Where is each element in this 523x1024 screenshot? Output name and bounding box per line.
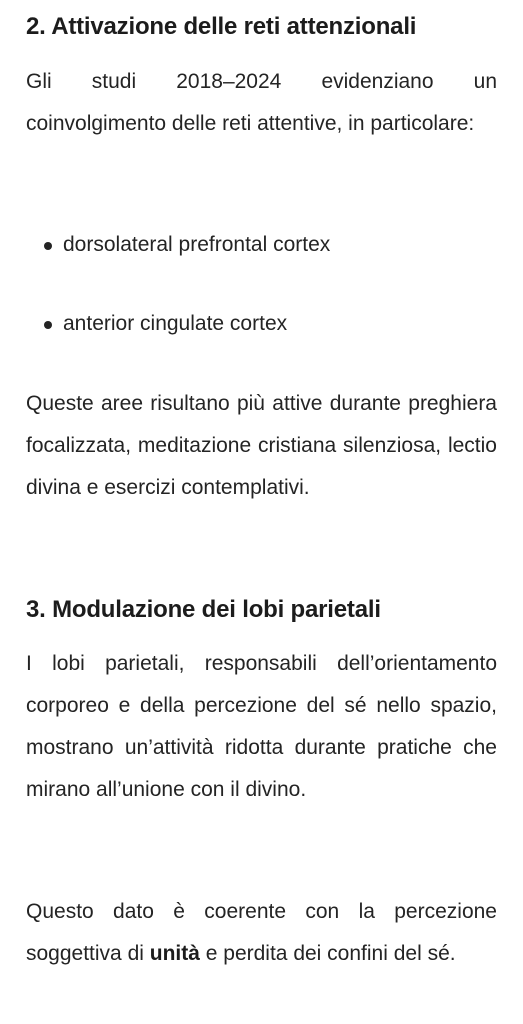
closing-text-before: Questo dato è coerente con la percezione soggettiva di xyxy=(26,900,497,965)
parietal-lobes-paragraph: I lobi parietali, responsabili dell’orientamento corporeo e della percezione del sé nello spazio, mostrano un’attività ridotta durante pratiche che mirano all’unione con il divino. xyxy=(26,652,497,801)
section-heading-parietal-lobes: 3. Modulazione dei lobi parietali xyxy=(26,596,381,623)
emphasis-word: unità xyxy=(149,942,200,965)
section-body-paragraph: Queste aree risultano più attive durante preghiera focalizzata, meditazione cristiana silenziosa, lectio divina e esercizi contemplativi. xyxy=(26,392,497,499)
closing-text-after: e perdita dei confini del sé. xyxy=(199,942,456,965)
list-item-acc: anterior cingulate cortex xyxy=(26,303,523,345)
section-intro-paragraph: Gli studi 2018–2024 evidenziano un coinvolgimento delle reti attentive, in particolare: xyxy=(26,70,497,135)
list-item-dlpfc: dorsolateral prefrontal cortex xyxy=(26,224,523,266)
closing-paragraph xyxy=(26,891,497,975)
section-heading-attentional-networks: 2. Attivazione delle reti attenzionali xyxy=(26,13,417,40)
